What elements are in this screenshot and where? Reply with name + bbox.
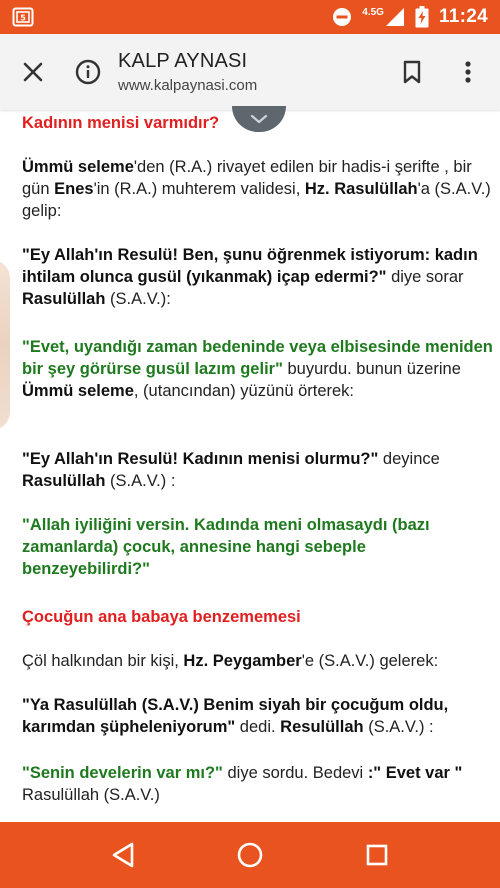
green-quote: "Senin develerin var mı?"	[22, 764, 223, 782]
paragraph-text: 'in (R.A.) muhterem validesi,	[93, 180, 305, 198]
recents-button[interactable]	[362, 840, 392, 870]
paragraph-text: diye sordu. Bedevi	[222, 764, 368, 782]
custom-tab-toolbar	[0, 34, 500, 110]
paragraph-text: diye sorar	[386, 268, 464, 286]
name-highlight: Enes	[54, 180, 94, 198]
page-url: www.kalpaynasi.com	[118, 77, 258, 94]
battery-charging-icon	[415, 6, 429, 28]
paragraph	[22, 694, 494, 738]
paragraph	[22, 244, 494, 310]
paragraph-text: Çöl halkından bir kişi,	[22, 652, 184, 670]
info-icon	[75, 59, 101, 85]
paragraph-text: Rasulüllah (S.A.V.)	[22, 786, 160, 804]
back-button[interactable]	[108, 840, 138, 870]
home-circle-icon	[236, 841, 264, 869]
back-triangle-icon	[110, 841, 136, 869]
app-notification-icon	[12, 7, 34, 27]
paragraph-text: 'e (S.A.V.) gelerek:	[301, 652, 439, 670]
bookmark-icon	[402, 60, 422, 84]
name-highlight: Hz. Peygamber	[183, 652, 302, 670]
name-highlight: Hz. Rasulüllah	[304, 180, 418, 198]
chevron-down-icon	[249, 113, 269, 125]
signal-strength-icon	[385, 7, 405, 27]
do-not-disturb-icon	[332, 7, 352, 27]
system-navigation-bar	[0, 822, 500, 888]
quote-text: "Ey Allah'ın Resulü! Kadının menisi olurmu?"	[22, 450, 379, 468]
name-highlight: Rasulüllah	[22, 290, 106, 308]
status-bar	[0, 0, 500, 34]
paragraph-text: , (utancından) yüzünü örterek:	[133, 382, 355, 400]
paragraph	[22, 336, 494, 402]
paragraph-text: (S.A.V.) :	[363, 718, 434, 736]
page-title-block	[118, 50, 398, 94]
name-highlight: Ümmü seleme	[22, 382, 134, 400]
paragraph-text: dedi.	[235, 718, 281, 736]
more-vert-icon	[464, 60, 472, 84]
web-content[interactable]	[0, 110, 500, 822]
close-icon	[22, 61, 44, 83]
quote-text: "Ya Rasulüllah (S.A.V.) Benim siyah bir çocuğum oldu, karımdan şüpheleniyorum"	[22, 696, 449, 736]
site-info-button[interactable]	[74, 58, 102, 86]
network-type-label: 4.5G	[362, 7, 384, 18]
paragraph	[22, 650, 494, 672]
paragraph-text: 'den (R.A.) rivayet edilen bir hadis-i şerifte , bir gün	[22, 158, 472, 198]
name-highlight: Ümmü seleme	[22, 158, 134, 176]
paragraph	[22, 448, 494, 492]
name-highlight: Rasulüllah	[22, 472, 106, 490]
paragraph	[22, 156, 494, 222]
page-title: KALP AYNASI	[118, 50, 248, 72]
section-heading: Çocuğun ana babaya benzememesi	[22, 608, 301, 626]
green-quote: "Evet, uyandığı zaman bedeninde veya elbisesinde meniden bir şey görürse gusül lazım gelir"	[22, 338, 493, 378]
paragraph-text: (S.A.V.) :	[105, 472, 176, 490]
paragraph	[22, 762, 494, 806]
close-tab-button[interactable]	[18, 57, 48, 87]
overflow-menu-button[interactable]	[458, 57, 478, 87]
home-button[interactable]	[235, 840, 265, 870]
recents-square-icon	[365, 843, 389, 867]
paragraph-text: 'a (S.A.V.) gelip:	[22, 180, 491, 220]
svg-text:5: 5	[20, 13, 26, 23]
green-quote: "Allah iyiliğini versin. Kadında meni olmasaydı (bazı zamanlarda) çocuk, annesine hangi sebeple benzeyebilirdi?"	[22, 516, 430, 578]
article-image-edge	[0, 260, 10, 430]
paragraph-text: deyince	[378, 450, 440, 468]
paragraph-text: (S.A.V.):	[105, 290, 171, 308]
paragraph-text: buyurdu. bunun üzerine	[282, 360, 461, 378]
status-clock: 11:24	[438, 6, 488, 27]
quote-text: :" Evet var "	[367, 764, 463, 782]
quote-text: "Ey Allah'ın Resulü! Ben, şunu öğrenmek istiyorum: kadın ihtilam olunca gusül (yıkanmak) içap edermi?"	[22, 246, 478, 286]
bookmark-button[interactable]	[398, 57, 426, 87]
section-heading: Kadının menisi varmıdır?	[22, 114, 220, 132]
name-highlight: Resulüllah	[280, 718, 364, 736]
